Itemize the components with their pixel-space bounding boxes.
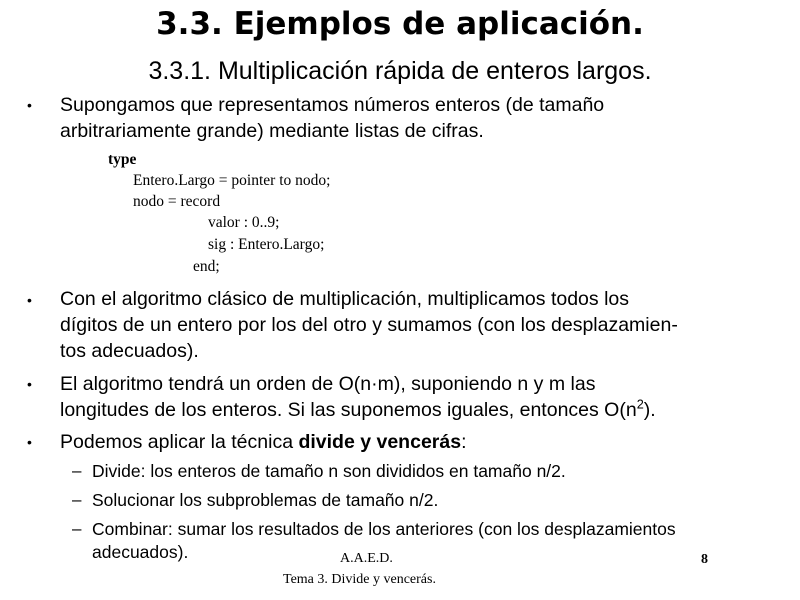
slide-subtitle: 3.3.1. Multiplicación rápida de enteros largos. [148, 57, 652, 85]
code-line-type: type [108, 151, 137, 168]
bullet-marker: • [27, 97, 32, 113]
bullet-3-text [60, 371, 656, 423]
bullet-1-line-2: arbitrariamente grande) mediante listas de cifras. [60, 120, 484, 142]
bullet-marker: • [27, 376, 32, 392]
dash-marker: – [72, 519, 82, 538]
code-line-nodo-record: nodo = record [133, 193, 221, 210]
footer-topic: Tema 3. Divide y vencerás. [283, 572, 436, 587]
bullet-1-line-1: Supongamos que representamos números enteros (de tamaño [60, 94, 605, 116]
bullet-2-line-2: dígitos de un entero por los del otro y sumamos (con los desplazamien- [60, 314, 678, 336]
bullet-2-line-3: tos adecuados). [60, 340, 199, 362]
code-line-end: end; [193, 258, 220, 275]
sub-bullet-combine-line-2: adecuados). [92, 542, 189, 562]
bullet-3-line-2: longitudes de los enteros. Si las suponemos iguales, entonces $O(n^2)$. [60, 397, 656, 421]
bullet-4-text: Podemos aplicar la técnica divide y vencerás: [60, 431, 467, 453]
sub-bullet-solve: Solucionar los subproblemas de tamaño n/2. [92, 490, 439, 510]
bullet-marker: • [27, 434, 32, 450]
bullet-2-line-1: Con el algoritmo clásico de multiplicación, multiplicamos todos los [60, 288, 629, 310]
dash-marker: – [72, 490, 82, 509]
slide-title: 3.3. Ejemplos de aplicación. [156, 6, 644, 42]
footer-course: A.A.E.D. [340, 551, 393, 566]
bullet-3-line-1: El algoritmo tendrá un orden de O(n·m), suponiendo n y m las [60, 373, 596, 395]
code-line-entero-largo: Entero.Largo = pointer to nodo; [133, 172, 331, 189]
bullet-1-text [60, 92, 604, 144]
code-line-sig: sig : Entero.Largo; [208, 236, 325, 253]
bullet-marker: • [27, 292, 32, 308]
dash-marker: – [72, 461, 82, 480]
bullet-2-text [60, 286, 678, 364]
sub-bullet-divide: Divide: los enteros de tamaño n son divididos en tamaño n/2. [92, 461, 566, 481]
sub-bullet-combine-line-1: Combinar: sumar los resultados de los anteriores (con los desplazamientos [92, 519, 676, 539]
page-number: 8 [701, 552, 708, 567]
code-line-valor: valor : 0..9; [208, 214, 280, 231]
technique-name: divide y vencerás [298, 431, 462, 453]
